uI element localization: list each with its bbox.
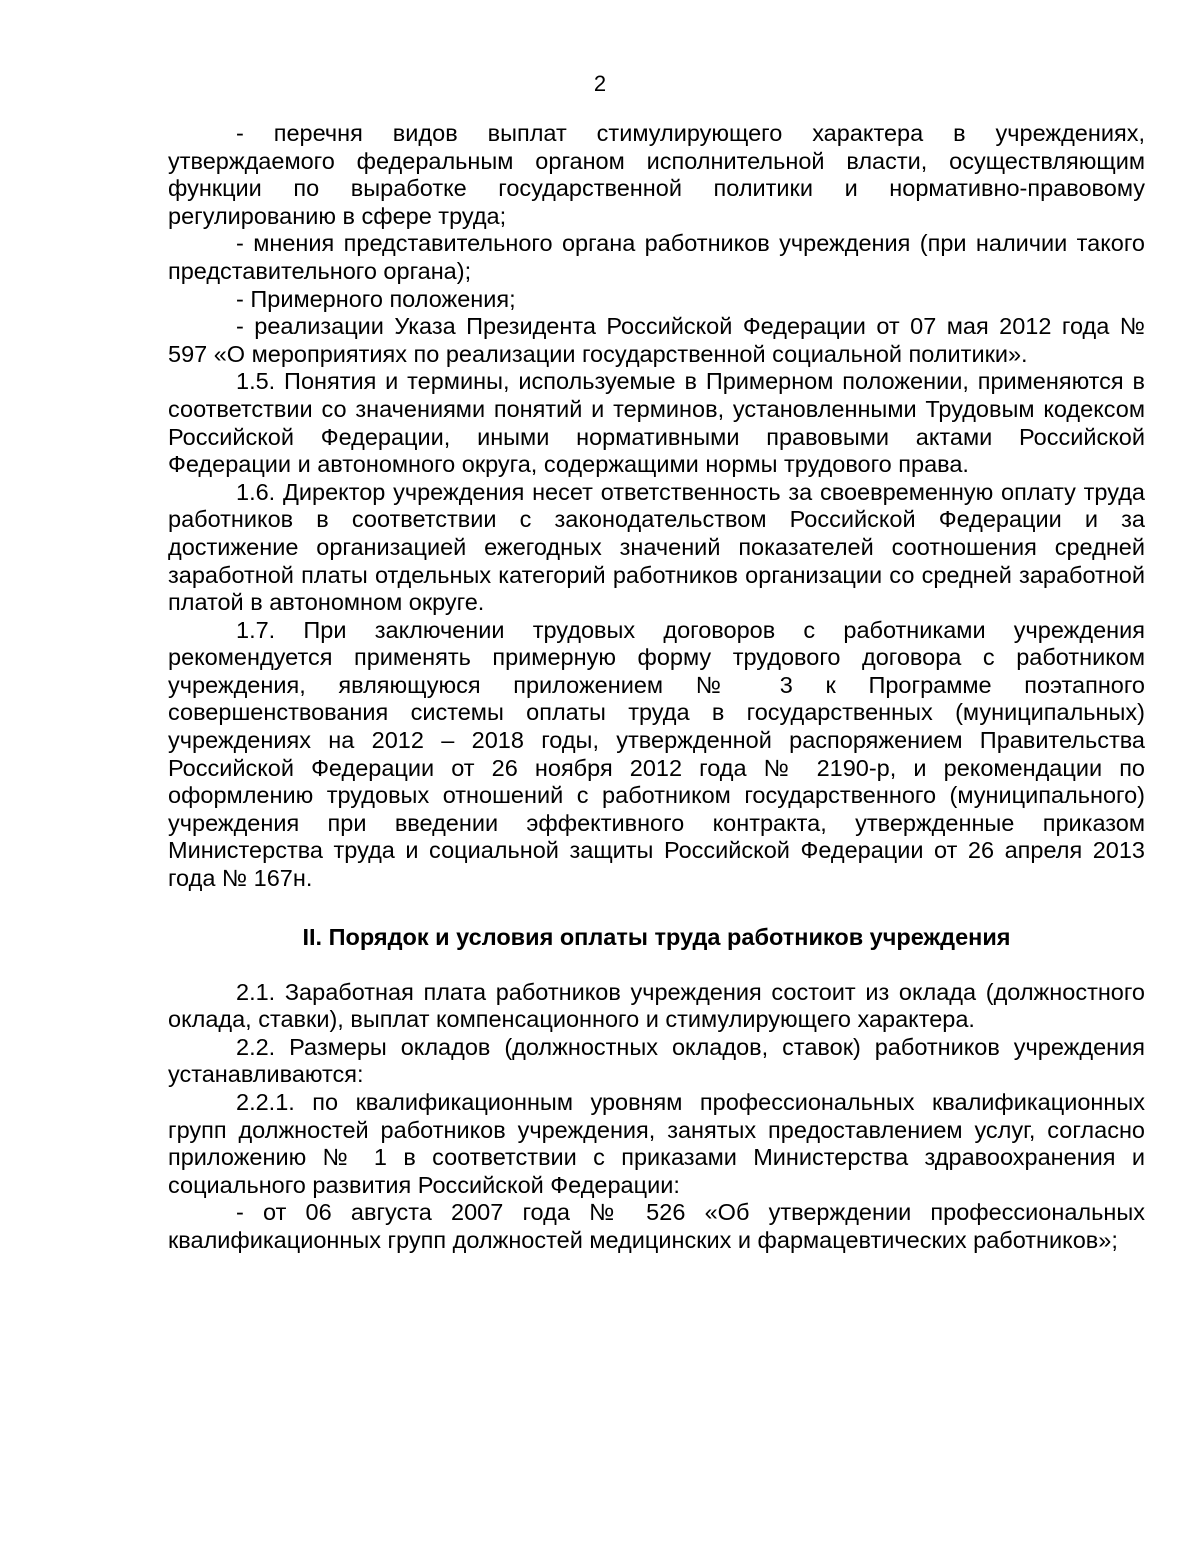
paragraph-list-item-presidential-decree: - реализации Указа Президента Российской Федерации от 07 мая 2012 года № 597 «О мероприятиях по реализации государственной социальной политики». bbox=[168, 313, 1145, 367]
paragraph-2-1: 2.1. Заработная плата работников учреждения состоит из оклада (должностного оклада, ставки), выплат компенсационного и стимулирующего характера. bbox=[168, 978, 1145, 1033]
paragraph-list-item-model-regulation: - Примерного положения; bbox=[236, 285, 516, 312]
paragraph-2-2: 2.2. Размеры окладов (должностных окладов, ставок) работников учреждения устанавливаются: bbox=[168, 1033, 1145, 1088]
paragraph-list-item-types-of-payments: - перечня видов выплат стимулирующего характера в учреждениях, утверждаемого федеральным органом исполнительной власти, осуществляющим функции по выработке государственной политики и нормативно-правовому регулированию в сфере труда; bbox=[168, 120, 1145, 229]
paragraph-list-item-union-opinion: - мнения представительного органа работников учреждения (при наличии такого представительного органа); bbox=[168, 230, 1145, 284]
paragraph-list-item-order-526: - от 06 августа 2007 года № 526 «Об утверждении профессиональных квалификационных групп должностей медицинских и фармацевтических работников»; bbox=[168, 1199, 1145, 1253]
page-number: 2 bbox=[593, 71, 607, 96]
paragraph-1-7: 1.7. При заключении трудовых договоров с работниками учреждения рекомендуется применять примерную форму трудового договора с работником учреждения, являющуюся приложением № 3 к Программе поэтапного совершенствования системы оплаты труда в государственных (муниципальных) учреждениях на 2012 – 2018 годы, утвержденной распоряжением Правительства Российской Федерации от 26 ноября 2012 года № 2190-р, и рекомендации по оформлению трудовых отношений с работником государственного (муниципального) учреждения при введении эффективного контракта, утвержденные приказом Министерства труда и социальной защиты Российской Федерации от 26 апреля 2013 года № 167н. bbox=[168, 616, 1145, 892]
paragraph-2-2-1: 2.2.1. по квалификационным уровням профессиональных квалификационных групп должностей работников учреждения, занятых предоставлением услуг, согласно приложению № 1 в соответствии с приказами Министерства здравоохранения и социального развития Российской Федерации: bbox=[168, 1089, 1145, 1198]
section-heading: II. Порядок и условия оплаты труда работников учреждения bbox=[302, 923, 1011, 950]
paragraph-1-5: 1.5. Понятия и термины, используемые в Примерном положении, применяются в соответствии со значениями понятий и терминов, установленными Трудовым кодексом Российской Федерации, иными нормативными правовыми актами Российской Федерации и автономного округа, содержащими нормы трудового права. bbox=[168, 368, 1145, 478]
document-body bbox=[168, 120, 1145, 1255]
paragraph-1-6: 1.6. Директор учреждения несет ответственность за своевременную оплату труда работников в соответствии с законодательством Российской Федерации и за достижение организацией ежегодных значений показателей соотношения средней заработной платы отдельных категорий работников организации со средней заработной платой в автономном округе. bbox=[168, 478, 1145, 616]
